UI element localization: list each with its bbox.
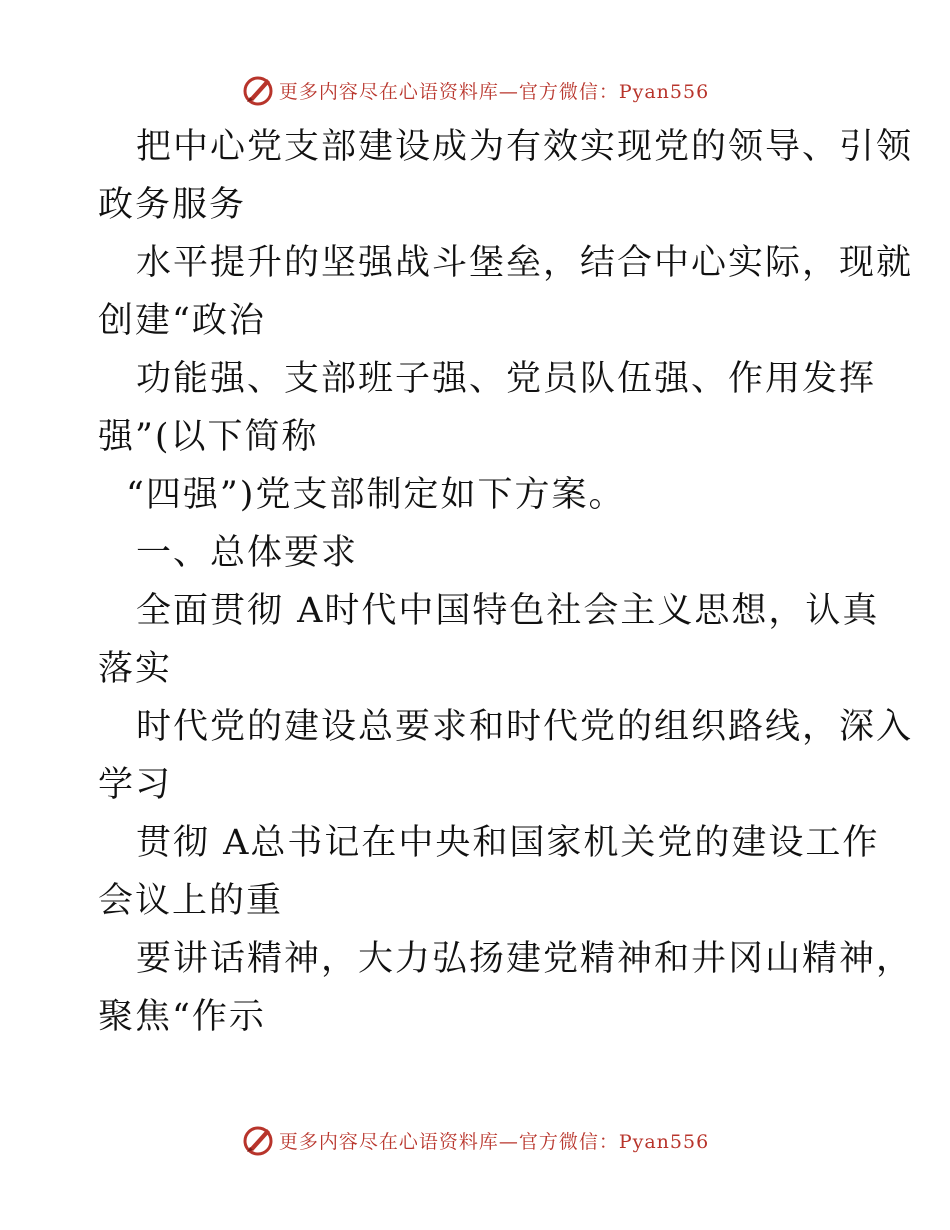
banner-text: 更多内容尽在心语资料库—官方微信：Pyan556 xyxy=(278,80,710,103)
text-line: 把中心党支部建设成为有效实现党的领导、引领 xyxy=(136,127,914,167)
text-line: 要讲话精神，大力弘扬建党精神和井冈山精神， xyxy=(136,939,914,979)
text-line: 全面贯彻 A时代中国特色社会主义思想，认真 xyxy=(136,591,880,631)
text-line: 学习 xyxy=(98,765,173,805)
banner-text: 更多内容尽在心语资料库—官方微信：Pyan556 xyxy=(278,1130,710,1153)
text-line: 功能强、支部班子强、党员队伍强、作用发挥 xyxy=(136,359,877,399)
footer-banner xyxy=(0,1120,950,1160)
text-line: 创建“政治 xyxy=(98,301,266,341)
red-quill-logo-icon xyxy=(241,73,275,107)
text-line: 水平提升的坚强战斗堡垒，结合中心实际，现就 xyxy=(136,243,914,283)
header-banner xyxy=(0,70,950,110)
document-body xyxy=(98,118,914,1046)
red-quill-logo-icon xyxy=(241,1123,275,1157)
text-line: 落实 xyxy=(98,649,173,689)
text-line: 聚焦“作示 xyxy=(98,997,266,1037)
text-line: 强”(以下简称 xyxy=(98,417,319,457)
text-line: “四强”)党支部制定如下方案。 xyxy=(126,475,626,515)
text-line: 贯彻 A总书记在中央和国家机关党的建设工作 xyxy=(136,823,880,863)
section-heading: 一、总体要求 xyxy=(136,533,359,573)
text-line: 时代党的建设总要求和时代党的组织路线，深入 xyxy=(136,707,914,747)
text-line: 政务服务 xyxy=(98,185,247,225)
text-line: 会议上的重 xyxy=(98,881,284,921)
